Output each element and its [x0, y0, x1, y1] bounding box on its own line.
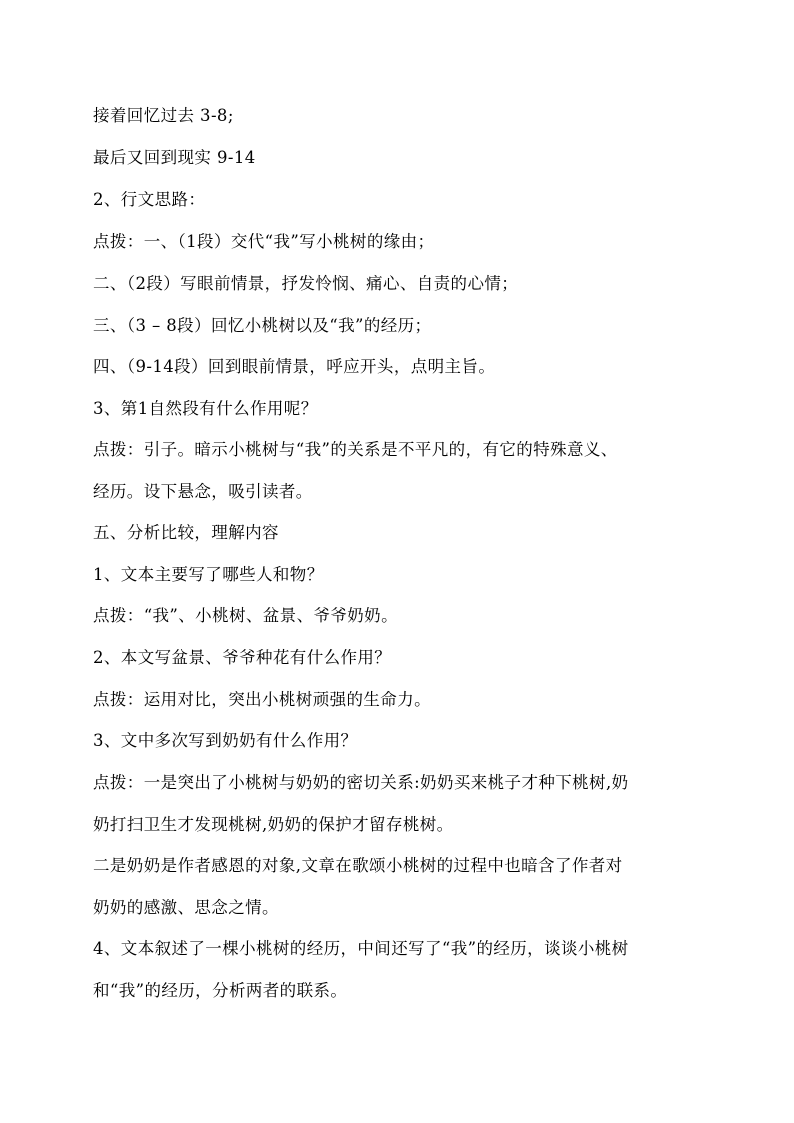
answer-first-paragraph-2: 经历。设下悬念，吸引读者。	[93, 482, 313, 501]
question-grandma: 3、文中多次写到奶奶有什么作用？	[93, 731, 358, 750]
question-experience-1: 4、文本叙述了一棵小桃树的经历，中间还写了“我”的经历，谈谈小桃树	[93, 939, 629, 958]
question-experience-2: 和“我”的经历，分析两者的联系。	[93, 981, 348, 1000]
question-bonsai: 2、本文写盆景、爷爷种花有什么作用？	[93, 648, 392, 667]
question-characters: 1、文本主要写了哪些人和物？	[93, 565, 324, 584]
answer-grandma-4: 奶奶的感激、思念之情。	[93, 898, 279, 917]
text-line-return-present: 最后又回到现实 9-14	[93, 148, 256, 167]
answer-first-paragraph-1: 点拨：引子。暗示小桃树与“我”的关系是不平凡的，有它的特殊意义、	[93, 440, 618, 459]
text-line-part-two: 二、（2段）写眼前情景，抒发怜悯、痛心、自责的心情；	[93, 274, 519, 293]
text-line-part-three: 三、（3 – 8段）回忆小桃树以及“我”的经历；	[93, 316, 432, 335]
text-line-part-one: 点拨：一、（1段）交代“我”写小桃树的缘由；	[93, 232, 435, 251]
answer-grandma-2: 奶打扫卫生才发现桃树,奶奶的保护才留存桃树。	[93, 815, 454, 834]
section-heading-five: 五、分析比较，理解内容	[93, 523, 279, 542]
text-line-part-four: 四、（9-14段）回到眼前情景，呼应开头，点明主旨。	[93, 357, 496, 376]
answer-grandma-1: 点拨：一是突出了小桃树与奶奶的密切关系:奶奶买来桃子才种下桃树,奶	[93, 773, 629, 792]
question-first-paragraph: 3、第1自然段有什么作用呢？	[93, 399, 318, 418]
answer-characters: 点拨：“我”、小桃树、盆景、爷爷奶奶。	[93, 606, 398, 625]
answer-grandma-3: 二是奶奶是作者感恩的对象,文章在歌颂小桃树的过程中也暗含了作者对	[93, 856, 623, 875]
answer-bonsai: 点拨：运用对比，突出小桃树顽强的生命力。	[93, 690, 431, 709]
text-line-recall-past: 接着回忆过去 3-8;	[93, 106, 234, 125]
heading-writing-structure: 2、行文思路：	[93, 190, 206, 209]
